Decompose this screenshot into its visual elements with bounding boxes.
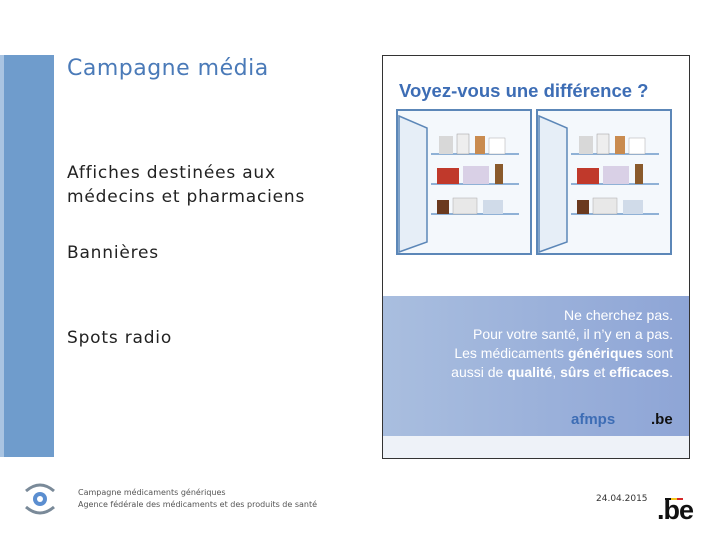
poster-line-1: Ne cherchez pas. [564,307,673,323]
side-accent-bar-edge [0,55,4,457]
slide-title: Campagne média [67,56,269,81]
poster-headline: Voyez-vous une différence ? [399,80,649,101]
side-accent-bar [0,55,54,457]
footer-line-2: Agence fédérale des médicaments et des produits de santé [78,500,318,509]
poster-footer-band [383,436,689,458]
poster-line-4: aussi de qualité, sûrs et efficaces. [451,364,673,380]
poster-be-logo: .be [651,411,673,428]
poster-line-3: Les médicaments génériques sont [454,345,673,361]
footer-caption [78,487,317,511]
bullet-radio-spots: Spots radio [67,328,173,348]
footer-date: 24.04.2015 [596,494,648,504]
bullet-posters: Affiches destinées aux médecins et pharmaciens [67,163,306,207]
agency-logo-icon [22,477,58,521]
poster-message [383,306,673,382]
poster-afmps-logo: afmps [571,411,616,428]
poster-line-2: Pour votre santé, il n’y en a pas. [473,326,673,342]
be-logo: .be [657,495,694,525]
bullet-banners: Bannières [67,243,159,263]
medicine-cabinets-illustration [383,106,689,296]
footer-line-1: Campagne médicaments génériques [78,488,226,497]
campaign-poster [382,55,690,459]
